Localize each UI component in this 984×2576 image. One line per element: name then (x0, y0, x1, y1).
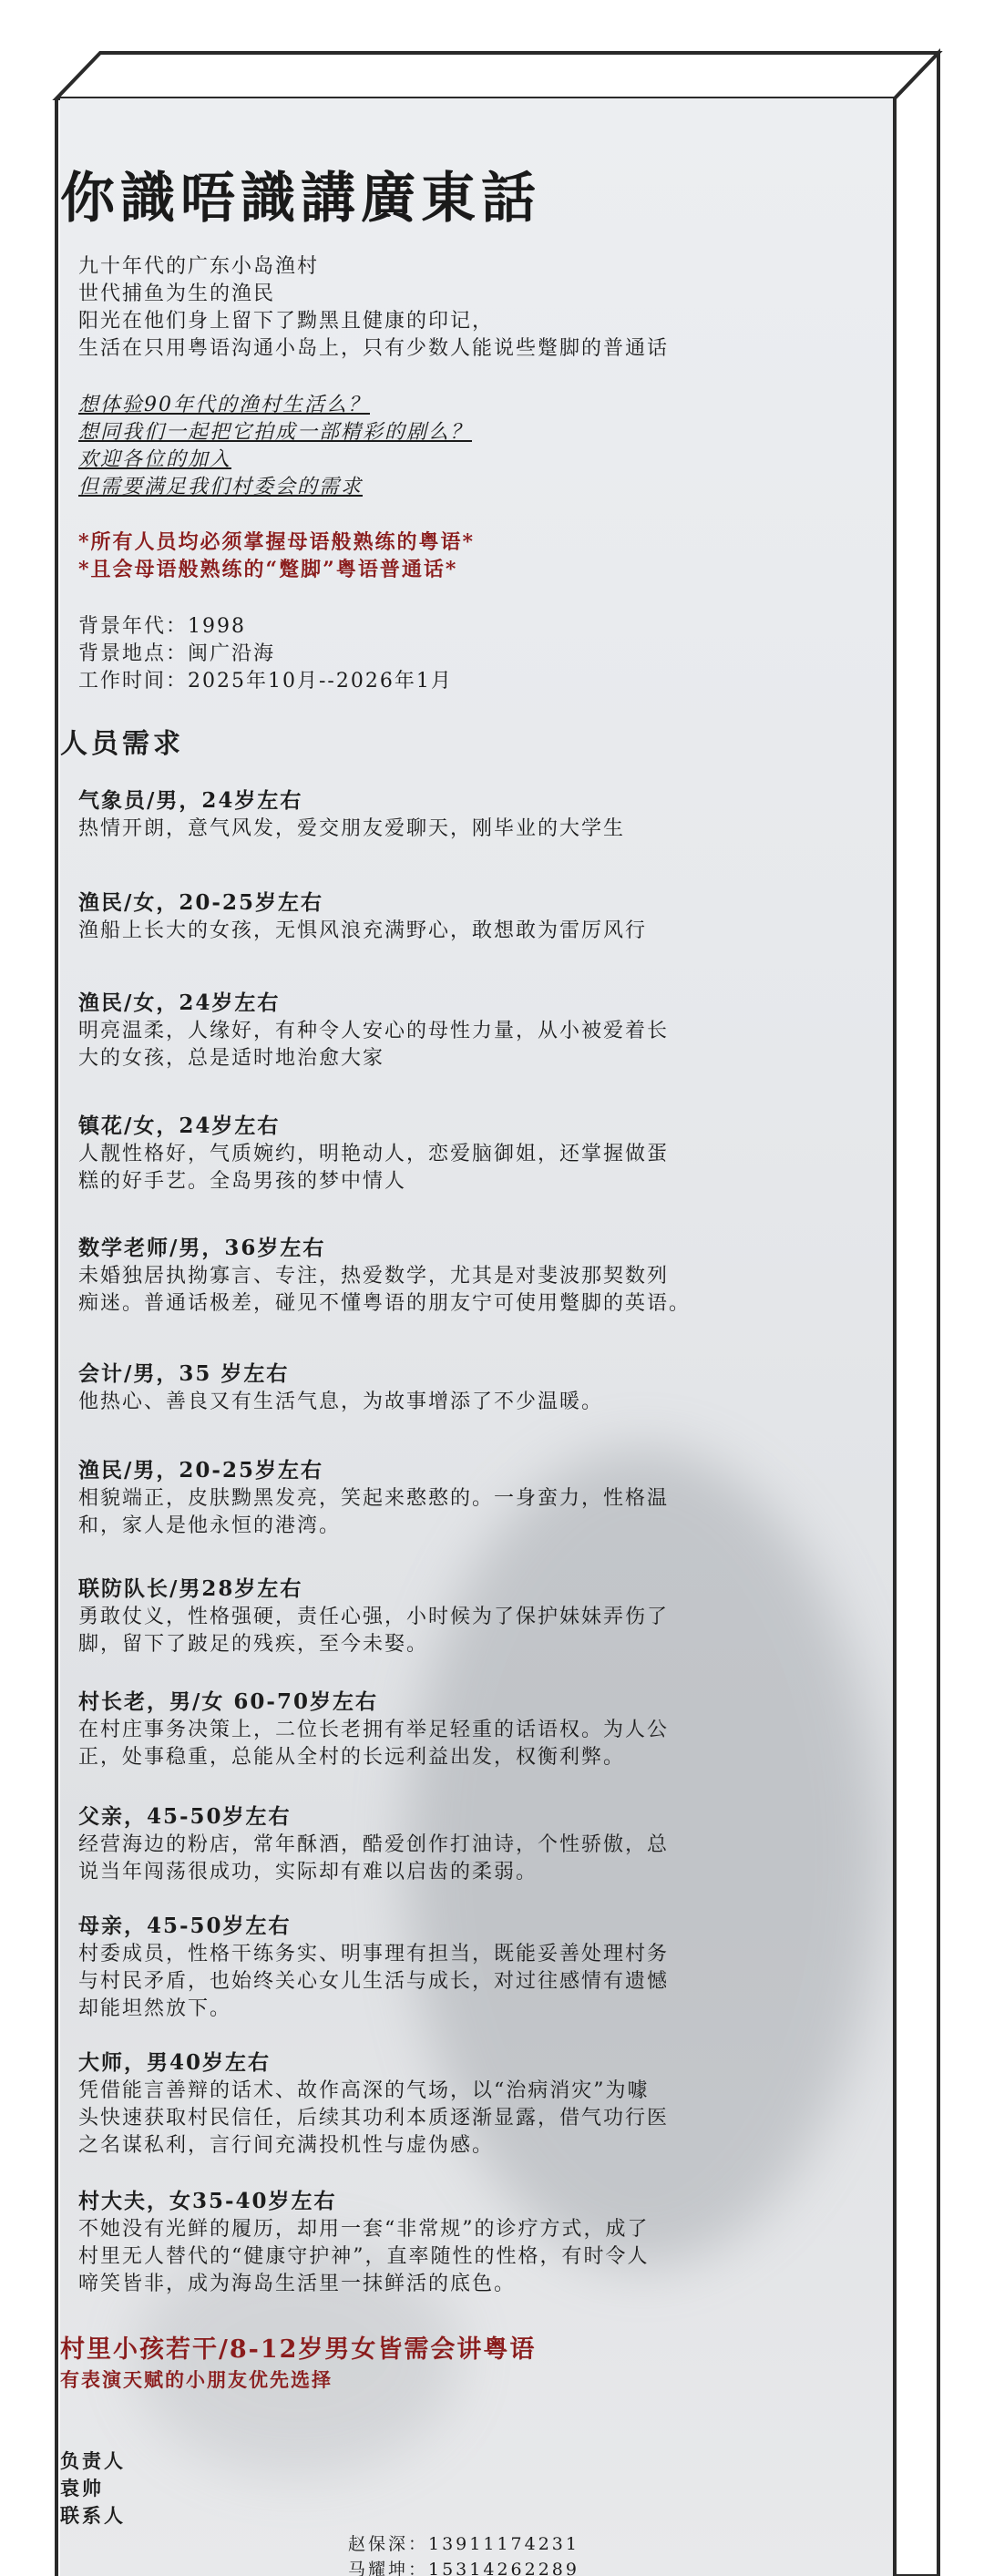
role-desc: 勇敢仗义，性格强硬，责任心强，小时候为了保护妹妹弄伤了 (78, 1606, 670, 1628)
intro-line: 阳光在他们身上留下了黝黑且健康的印记， (78, 310, 495, 333)
role-desc: 说当年闯荡很成功，实际却有难以启齿的柔弱。 (78, 1861, 538, 1883)
role-title: 渔民/女，24岁左右 (78, 990, 281, 1015)
role-desc: 痴迷。普通话极差，碰见不懂粤语的朋友宁可使用蹩脚的英语。 (78, 1292, 692, 1315)
role-item (78, 1688, 875, 1771)
role-item (78, 1575, 875, 1658)
requirement-line: *所有人员均必须掌握母语般熟练的粤语* (78, 530, 476, 554)
role-desc: 糕的好手艺。全岛男孩的梦中情人 (78, 1170, 407, 1193)
role-desc: 在村庄事务决策上，二位长老拥有举足轻重的话语权。为人公 (78, 1719, 670, 1741)
role-desc: 经营海边的粉店，常年酥酒，酷爱创作打油诗，个性骄傲，总 (78, 1833, 670, 1856)
recruitment-poster (60, 98, 893, 2576)
role-title: 渔民/女，20-25岁左右 (78, 890, 323, 915)
section-title: 人员需求 (60, 728, 184, 760)
role-desc: 脚，留下了跛足的残疾，至今未娶。 (78, 1633, 429, 1656)
role-title: 会计/男，35 岁左右 (78, 1361, 290, 1386)
role-desc: 村委成员，性格干练务实、明事理有担当，既能妥善处理村务 (78, 1943, 670, 1965)
role-title: 村长老，男/女 60-70岁左右 (78, 1689, 378, 1714)
role-item (78, 1234, 875, 1318)
role-desc: 头快速获取村民信任，后续其功利本质逐渐显露，借气功行医 (78, 2107, 670, 2130)
role-item (78, 888, 875, 945)
intro-line: 生活在只用粤语沟通小岛上，只有少数人能说些蹩脚的普通话 (78, 337, 670, 360)
role-item (78, 989, 875, 1072)
role-title: 大师，男40岁左右 (78, 2050, 272, 2075)
role-title: 村大夫，女35-40岁左右 (78, 2189, 337, 2213)
role-title: 父亲，45-50岁左右 (78, 1804, 292, 1829)
role-desc: 正，处事稳重，总能从全村的长远利益出发，权衡利弊。 (78, 1746, 626, 1769)
role-desc: 却能坦然放下。 (78, 1997, 232, 2020)
role-item (78, 2048, 875, 2160)
requirement-line: *且会母语般熟练的“蹩脚”粤语普通话* (78, 558, 458, 581)
role-title: 渔民/男，20-25岁左右 (78, 1458, 323, 1483)
role-desc: 大的女孩，总是适时地治愈大家 (78, 1047, 385, 1070)
contact-label: 联系人 (60, 2504, 126, 2527)
contact-phone: 赵保深：13911174231 (348, 2534, 579, 2554)
question-line: 欢迎各位的加入 (78, 448, 232, 471)
contact-phone: 马耀坤：15314262289 (348, 2560, 579, 2576)
role-item (78, 1360, 875, 1416)
poster-title: 你識唔識講廣東話 (60, 167, 541, 231)
role-title: 气象员/男，24岁左右 (78, 788, 303, 813)
role-item (78, 786, 875, 843)
role-item (78, 2187, 875, 2298)
owner-label: 负责人 (60, 2449, 126, 2472)
role-desc: 热情开朗，意气风发，爱交朋友爱聊天，刚毕业的大学生 (78, 817, 626, 840)
intro-line: 世代捕鱼为生的渔民 (78, 282, 276, 305)
role-desc: 之名谋私利，言行间充满投机性与虚伪感。 (78, 2134, 495, 2157)
role-desc: 相貌端正，皮肤黝黑发亮，笑起来憨憨的。一身蛮力，性格温 (78, 1487, 670, 1510)
role-item (78, 1912, 875, 2023)
role-desc: 啼笑皆非，成为海岛生活里一抹鲜活的底色。 (78, 2273, 517, 2295)
background-year: 背景年代：1998 (78, 615, 246, 638)
role-title: 镇花/女，24岁左右 (78, 1114, 281, 1138)
work-period: 工作时间：2025年10月--2026年1月 (78, 670, 453, 693)
role-desc: 未婚独居执拗寡言、专注，热爱数学，尤其是对斐波那契数列 (78, 1265, 670, 1288)
role-desc: 明亮温柔，人缘好，有种令人安心的母性力量，从小被爱着长 (78, 1020, 670, 1042)
kids-note: 有表演天赋的小朋友优先选择 (60, 2368, 333, 2391)
role-desc: 凭借能言善辩的话术、故作高深的气场，以“治病消灾”为噱 (78, 2079, 650, 2102)
owner-name: 袁帅 (60, 2477, 104, 2499)
background-location: 背景地点：闽广沿海 (78, 642, 276, 665)
role-desc: 村里无人替代的“健康守护神”，直率随性的性格，有时令人 (78, 2245, 650, 2268)
role-desc: 人靓性格好，气质婉约，明艳动人，恋爱脑御姐，还掌握做蛋 (78, 1143, 670, 1165)
role-desc: 与村民矛盾，也始终关心女儿生活与成长，对过往感情有遗憾 (78, 1970, 670, 1993)
role-desc: 渔船上长大的女孩，无惧风浪充满野心，敢想敢为雷厉风行 (78, 919, 648, 942)
role-title: 数学老师/男，36岁左右 (78, 1236, 326, 1260)
role-desc: 和，家人是他永恒的港湾。 (78, 1514, 342, 1537)
role-desc: 他热心、善良又有生活气息，为故事增添了不少温暖。 (78, 1391, 604, 1413)
role-item (78, 1112, 875, 1196)
role-desc: 不她没有光鲜的履历，却用一套“非常规”的诊疗方式，成了 (78, 2218, 650, 2241)
role-item (78, 1456, 875, 1540)
role-title: 联防队长/男28岁左右 (78, 1576, 303, 1601)
question-line: 想体验90年代的渔村生活么？ (78, 394, 370, 416)
intro-line: 九十年代的广东小岛渔村 (78, 255, 320, 278)
role-title: 母亲，45-50岁左右 (78, 1914, 292, 1938)
question-line: 但需要满足我们村委会的需求 (78, 476, 364, 498)
kids-requirement: 村里小孩若干/8-12岁男女皆需会讲粤语 (60, 2335, 537, 2364)
role-item (78, 1802, 875, 1886)
question-line: 想同我们一起把它拍成一部精彩的剧么？ (78, 421, 473, 444)
